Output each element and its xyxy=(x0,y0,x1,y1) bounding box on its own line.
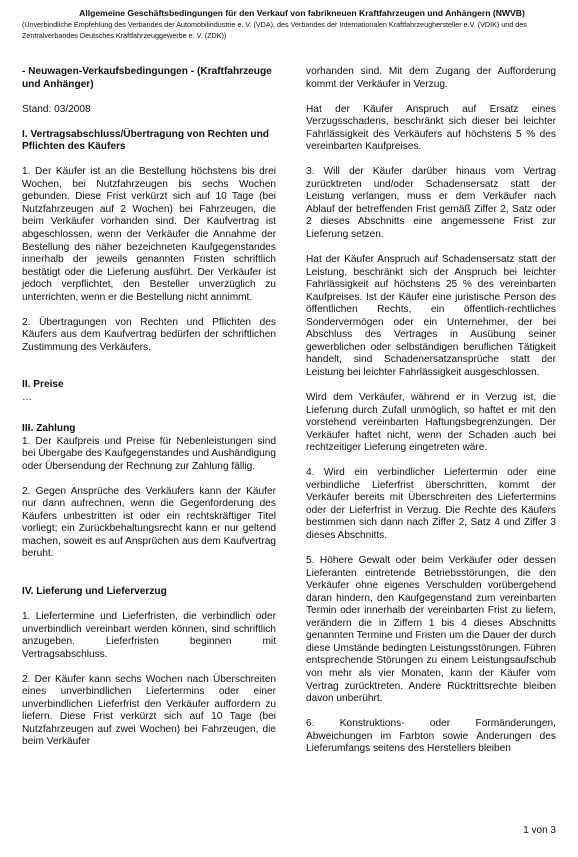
right-column xyxy=(306,66,556,756)
stand-date: Stand: 03/2008 xyxy=(22,103,91,115)
right-paragraph-verzugsschaden: Hat der Käufer Anspruch auf Ersatz eines Verzugsschadens, beschränkt sich dieser bei leichter Fahrlässigkeit des Verkäufers auf höchstens 5 % des vereinbarten Kaufpreises. xyxy=(306,103,556,153)
section-3-heading: III. Zahlung xyxy=(22,422,76,434)
section-2-heading: II. Preise xyxy=(22,379,64,391)
right-paragraph-5: 5. Höhere Gewalt oder beim Verkäufer oder dessen Lieferanten eintretende Betriebsstörungen, die den Verkäufer ohne eigenes Verschulden vorübergehend daran hindern, den Kaufgegenstand zum vereinbarten Termin oder innerhalb der vereinbarten Frist zu liefern, verändern die in Ziffern 1 bis 4 dieses Abschnitts genannten Termine und Fristen um die Dauer der durch diese Umstände bedingten Leistungsstörungen. Führen entsprechende Störungen zu einem Leistungsaufschub von mehr als vier Monaten, kann der Käufer vom Vertrag zurücktreten. Andere Rücktrittsrechte bleiben davon unberührt. xyxy=(306,555,556,705)
section-2-body: … xyxy=(22,391,33,403)
header-subtitle-line-1: (Unverbindliche Empfehlung des Verbandes der Automobilindustrie e. V. (VDA), des Verbandes der Internationalen Kraftfahrzeughersteller e.V. (VDIK) und des xyxy=(22,20,527,29)
right-paragraph-continuation: vorhanden sind. Mit dem Zugang der Aufforderung kommt der Verkäufer in Verzug. xyxy=(306,66,556,90)
section-4-paragraph-1: 1. Liefertermine und Lieferfristen, die verbindlich oder unverbindlich vereinbart werden können, sind schriftlich anzugeben. Lieferfristen beginnen mit Vertragsabschluss. xyxy=(22,611,276,660)
right-paragraph-zufall: Wird dem Verkäufer, während er in Verzug ist, die Lieferung durch Zufall unmöglich, so haftet er mit den vorstehend vereinbarten Haftungsbegrenzungen. Der Verkäufer haftet nicht, wenn der Schaden auch bei rechtzeitiger Lieferung eingetreten wäre. xyxy=(306,392,556,454)
section-3-paragraph-1: 1. Der Kaufpreis und Preise für Nebenleistungen sind bei Übergabe des Kaufgegenstandes und Aushändigung oder Übersendung der Rechnung zur Zahlung fällig. xyxy=(22,435,276,472)
right-paragraph-schadensersatz: Hat der Käufer Anspruch auf Schadensersatz statt der Leistung, beschränkt sich der Anspruch bei leichter Fahrlässigkeit auf höchstens 25 % des vereinbarten Kaufpreises. Ist der Käufer eine juristische Person des öffentlichen Rechts, ein öffentlich-rechtliches Sondervermögen oder ein Unternehmer, der bei Abschluss des Vertrages in Ausübung seiner gewerblichen oder selbständigen beruflichen Tätigkeit handelt, sind Schadenersatzansprüche statt der Leistung bei leichter Fahrlässigkeit ausgeschlossen. xyxy=(306,254,556,378)
header-title: Allgemeine Geschäftsbedingungen für den Verkauf von fabrikneuen Kraftfahrzeugen und Anhängern (NWVB) xyxy=(79,8,525,18)
section-1-paragraph-2: 2. Übertragungen von Rechten und Pflichten des Käufers aus dem Kaufvertrag bedürfen der schriftlichen Zustimmung des Verkäufers. xyxy=(22,316,276,353)
header-subtitle-line-2: Zentralverbandes Deutsches Kraftfahrzeuggewerbe e. V. (ZDK)) xyxy=(22,30,227,40)
page-number: 1 von 3 xyxy=(523,825,556,836)
section-4-heading: IV. Lieferung und Lieferverzug xyxy=(22,585,167,597)
section-1-heading: I. Vertragsabschluss/Übertragung von Rechten und Pflichten des Käufers xyxy=(22,128,269,153)
right-paragraph-6: 6. Konstruktions- oder Formänderungen, Abweichungen im Farbton sowie Änderungen des Lieferumfangs seitens des Herstellers bleiben xyxy=(306,718,556,755)
left-column xyxy=(22,66,276,749)
right-paragraph-4: 4. Wird ein verbindlicher Liefertermin oder eine verbindliche Lieferfrist überschritten, kommt der Verkäufer bereits mit Überschreiten des Liefertermins oder der Lieferfrist in Verzug. Die Rechte des Käufers bestimmen sich dann nach Ziffer 2, Satz 4 und Ziffer 3 dieses Abschnitts. xyxy=(306,467,556,541)
document-title: - Neuwagen-Verkaufsbedingungen - (Kraftfahrzeuge und Anhänger) xyxy=(22,66,272,90)
spacer xyxy=(22,367,276,380)
right-paragraph-3: 3. Will der Käufer darüber hinaus vom Vertrag zurücktreten und/oder Schadensersatz statt der Leistung verlangen, muss er dem Verkäufer nach Ablauf der betreffenden Frist gemäß Ziffer 2, Satz oder 2 dieses Abschnitts eine angemessene Frist zur Lieferung setzen. xyxy=(306,166,556,241)
section-3-paragraph-2: 2. Gegen Ansprüche des Verkäufers kann der Käufer nur dann aufrechnen, wenn die Gegenforderung des Käufers unbestritten ist oder ein rechtskräftiger Titel vorliegt; ein Zurückbehaltungsrecht kann er nur geltend machen, soweit es auf Ansprüchen aus dem Kaufvertrag beruht. xyxy=(22,485,276,560)
document-header xyxy=(22,8,562,40)
section-4-paragraph-2: 2. Der Käufer kann sechs Wochen nach Überschreiten eines unverbindlichen Liefertermins oder einer unverbindlichen Lieferfrist den Verkäufer auffordern zu liefern. Diese Frist verkürzt sich auf 10 Tage (bei Nutzfahrzeugen auf zwei Wochen) bei Fahrzeugen, die beim Verkäufer xyxy=(22,673,276,748)
section-1-paragraph-1: 1. Der Käufer ist an die Bestellung höchstens bis drei Wochen, bei Nutzfahrzeugen bis sechs Wochen gebunden. Diese Frist verkürzt sich auf 10 Tage (bei Nutzfahrzeugen auf 2 Wochen) bei Fahrzeugen, die beim Verkäufer vorhanden sind. Der Kaufvertrag ist abgeschlossen, wenn der Verkäufer die Annahme der Bestellung des näher bezeichneten Kaufgegenstandes innerhalb der jeweils genannten Fristen schriftlich bestätigt oder die Lieferung ausführt. Der Verkäufer ist jedoch verpflichtet, den Besteller unverzüglich zu unterrichten, wenn er die Bestellung nicht annimmt. xyxy=(22,166,276,303)
spacer xyxy=(22,573,276,586)
